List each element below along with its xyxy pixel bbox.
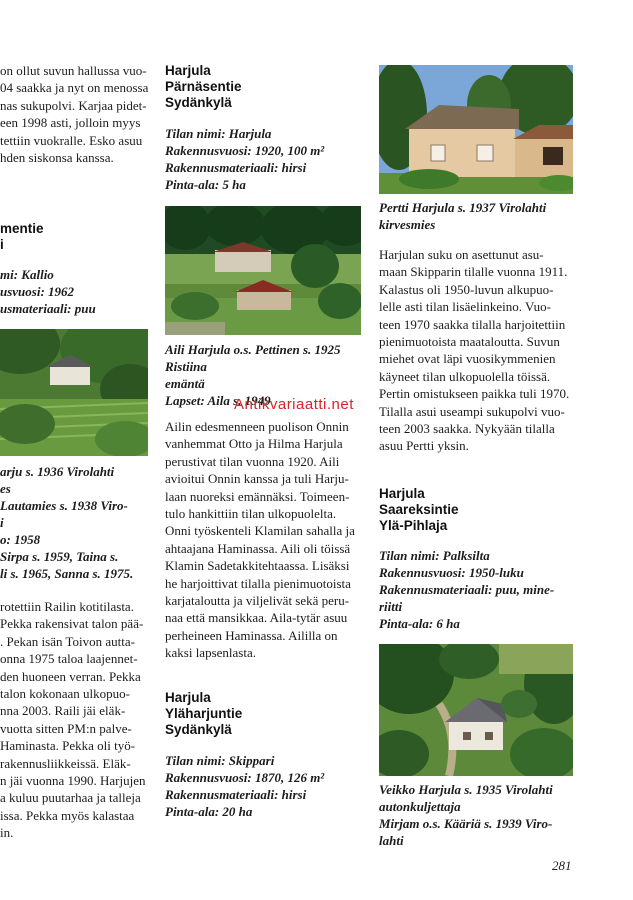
- text-line: lelle asti tilan lisäelinkeino. Vuo-: [379, 299, 551, 315]
- heading-line: Sydänkylä: [165, 722, 232, 737]
- photo-yellow-house-ylaharjuntie: [379, 65, 573, 194]
- caption-line: arju s. 1936 Virolahti: [0, 464, 115, 479]
- left-caption: [0, 463, 133, 582]
- text-line: issa. Pekka myös kalastaa: [0, 807, 135, 823]
- entry-parnasentie-heading: [165, 63, 242, 111]
- entry-ylaharjuntie-heading: [165, 690, 242, 738]
- entry-saareksintie-info: [379, 547, 554, 632]
- text-line: he harjoittivat tilalla pienimuotoista: [165, 575, 351, 591]
- page-number: 281: [552, 858, 572, 873]
- caption-line: Ristiina: [165, 359, 207, 374]
- info-line: Rakennusmateriaali: puu, mine-: [379, 582, 555, 597]
- info-line: Pinta-ala: 20 ha: [165, 804, 253, 819]
- text-line: hden siskonsa kanssa.: [0, 150, 114, 166]
- info-line: Rakennusvuosi: 1870, 126 m²: [165, 770, 325, 785]
- heading-line: Yläharjuntie: [165, 706, 243, 721]
- text-line: perheineen Haminassa. Aililla on: [165, 627, 338, 643]
- heading-line: Saareksintie: [379, 502, 459, 517]
- entry-parnasentie-body: [165, 418, 361, 662]
- text-line: 04 saakka ja nyt on menossa: [0, 80, 148, 96]
- heading-line: Sydänkylä: [165, 95, 232, 110]
- heading-line: Harjula: [379, 486, 425, 501]
- text-line: tettiin vuokralle. Esko asuu: [0, 132, 143, 148]
- text-line: maan Skipparin tilalle vuonna 1911.: [379, 264, 568, 280]
- info-line: riitti: [379, 599, 403, 614]
- text-line: Tilalla asui useampi sukupolvi vuo-: [379, 403, 565, 419]
- heading-line: i: [0, 237, 4, 252]
- info-line: Rakennusvuosi: 1950-luku: [379, 565, 524, 580]
- text-line: karjataloutta ja viljelivät sekä peru-: [165, 593, 350, 609]
- text-line: Harjulan suku on asettunut asu-: [379, 247, 544, 262]
- text-line: a kuluu puutarhaa ja talleja: [0, 790, 141, 806]
- info-line: Tilan nimi: Harjula: [165, 126, 272, 141]
- text-line: Kalastus oli 1950-luvun alkupuo-: [379, 281, 554, 297]
- entry-ylaharjuntie-info: [165, 752, 324, 820]
- text-line: Onni työskenteli Klamilan sahalla ja: [165, 523, 355, 539]
- entry-saareksintie-caption: [379, 781, 553, 849]
- heading-line: Harjula: [165, 690, 211, 705]
- caption-line: Veikko Harjula s. 1935 Virolahti: [379, 782, 553, 797]
- text-line: in.: [0, 825, 14, 841]
- left-photo-house-garden: [0, 329, 148, 456]
- caption-line: o: 1958: [0, 532, 41, 547]
- caption-line: i: [0, 515, 4, 530]
- left-intro-paragraph: [0, 62, 148, 166]
- caption-line: es: [0, 481, 11, 496]
- text-line: n jäi vuonna 1990. Harjujen: [0, 773, 146, 789]
- text-line: pienimuotoista maataloutta. Suvun: [379, 334, 560, 350]
- text-line: nas sukupolvi. Karjaa pidet-: [0, 97, 147, 113]
- caption-line: Sirpa s. 1959, Taina s.: [0, 549, 119, 564]
- entry-saareksintie-heading: [379, 486, 459, 534]
- info-line: Rakennusvuosi: 1920, 100 m²: [165, 143, 325, 158]
- caption-line: Aili Harjula o.s. Pettinen s. 1925: [165, 342, 341, 357]
- text-line: perustivat tilan vuonna 1920. Aili: [165, 453, 340, 469]
- text-line: Haminasta. Pekka oli työ-: [0, 738, 136, 754]
- heading-line: Ylä-Pihlaja: [379, 518, 448, 533]
- photo-aerial-farm-parnasentie: [165, 206, 361, 335]
- text-line: Ailin edesmenneen puolison Onnin: [165, 419, 349, 434]
- text-line: onna 1975 taloa laajennet-: [0, 651, 138, 667]
- info-line: Rakennusmateriaali: hirsi: [165, 787, 307, 802]
- text-line: kaksi lapsenlasta.: [165, 645, 256, 661]
- caption-line: Lapset: Aila s. 1949: [165, 393, 271, 408]
- text-line: on ollut suvun hallussa vuo-: [0, 63, 147, 78]
- heading-line: Harjula: [165, 63, 211, 78]
- text-line: teen 2003 saakka. Nykyään tilalla: [379, 421, 555, 437]
- caption-line: autonkuljettaja: [379, 799, 461, 814]
- caption-line: lahti: [379, 833, 404, 848]
- heading-line: Pärnäsentie: [165, 79, 242, 94]
- heading-line: mentie: [0, 221, 44, 236]
- left-info: [0, 266, 96, 317]
- text-line: Pertin omistukseen paikka tuli 1970.: [379, 386, 570, 402]
- info-line: Pinta-ala: 6 ha: [379, 616, 460, 631]
- caption-line: Lautamies s. 1938 Viro-: [0, 498, 128, 513]
- info-line: Tilan nimi: Palksilta: [379, 548, 490, 563]
- text-line: Pekka rakensivat talon pää-: [0, 616, 144, 632]
- entry-ylaharjuntie-body: [379, 246, 575, 455]
- entry-ylaharjuntie-caption: [379, 199, 546, 233]
- entry-parnasentie-info: [165, 125, 324, 193]
- text-line: talon kokonaan ulkopuo-: [0, 686, 130, 702]
- text-line: naa että mansikkaa. Aila-tytär asuu: [165, 610, 348, 626]
- text-line: ahtaajana Haminassa. Aili oli töissä: [165, 540, 351, 556]
- info-line: Pinta-ala: 5 ha: [165, 177, 246, 192]
- text-line: Klamin Sadetakkitehtaassa. Lisäksi: [165, 558, 350, 574]
- text-line: tulo hankittiin tilan ulkopuolelta.: [165, 506, 337, 522]
- text-line: vuotta sitten PM:n palve-: [0, 720, 132, 736]
- text-line: laan nuoreksi emännäksi. Toimeen-: [165, 488, 350, 504]
- text-line: asuu Pertti yksin.: [379, 438, 469, 454]
- text-line: rakennusliikkeissä. Eläk-: [0, 755, 131, 771]
- left-heading: [0, 221, 44, 253]
- text-line: teen 1970 saakka tilalla harjoitettiin: [379, 316, 566, 332]
- text-line: käyneet tilan ulkopuolella töissä.: [379, 368, 551, 384]
- text-line: . Pekan isän Toivon autta-: [0, 633, 135, 649]
- info-line: Rakennusmateriaali: hirsi: [165, 160, 307, 175]
- caption-line: li s. 1965, Sanna s. 1975.: [0, 566, 134, 581]
- info-line: Tilan nimi: Skippari: [165, 753, 275, 768]
- text-line: een 1998 asti, jolloin myys: [0, 115, 141, 131]
- caption-line: Pertti Harjula s. 1937 Virolahti: [379, 200, 547, 215]
- text-line: den huoneen verran. Pekka: [0, 668, 141, 684]
- text-line: miehet ovat läpi vuosikymmenien: [379, 351, 556, 367]
- watermark-text: Antikvariaatti.net: [234, 396, 354, 413]
- text-line: nna 2003. Raili jäi eläk-: [0, 703, 126, 719]
- caption-line: emäntä: [165, 376, 205, 391]
- info-line: usmateriaali: puu: [0, 301, 96, 316]
- info-line: usvuosi: 1962: [0, 284, 75, 299]
- text-line: avioitui Onnin kanssa ja tuli Harju-: [165, 471, 349, 487]
- left-body-paragraph: [0, 598, 148, 842]
- caption-line: Mirjam o.s. Kääriä s. 1939 Viro-: [379, 816, 553, 831]
- info-line: mi: Kallio: [0, 267, 54, 282]
- text-line: rotettiin Railin kotitilasta.: [0, 599, 134, 614]
- caption-line: kirvesmies: [379, 217, 436, 232]
- text-line: vanhemmat Otto ja Hilma Harjula: [165, 436, 343, 452]
- photo-aerial-house-saareksintie: [379, 644, 573, 776]
